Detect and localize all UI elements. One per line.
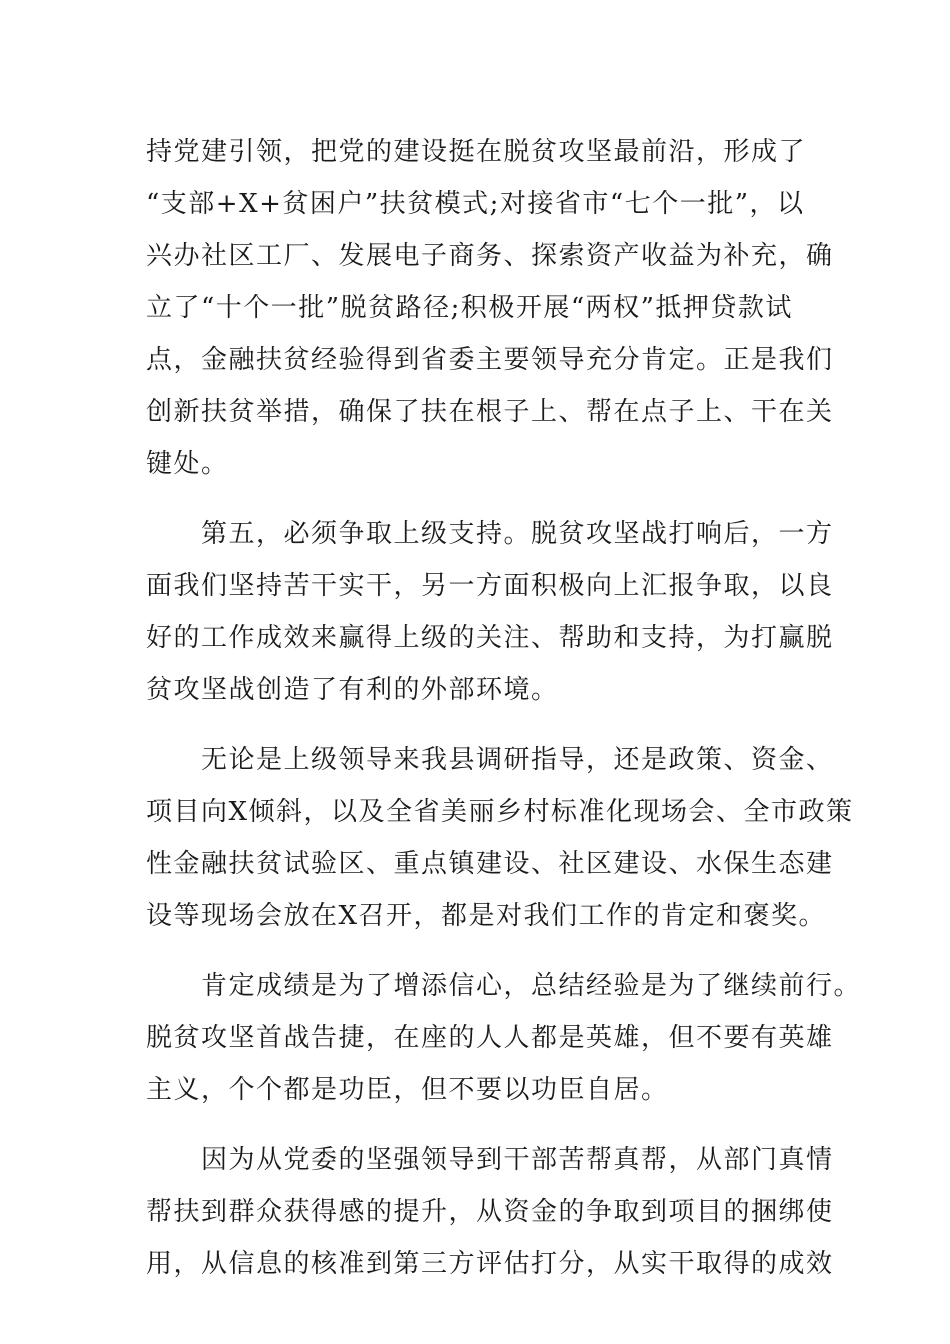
text-line: 贫攻坚战创造了有利的外部环境。 <box>146 675 559 705</box>
text-line: 第五，必须争取上级支持。脱贫攻坚战打响后，一方 <box>146 519 834 549</box>
document-body <box>146 126 862 1290</box>
text-line: 性金融扶贫试验区、重点镇建设、社区建设、水保生态建 <box>146 849 834 879</box>
text-line: 因为从党委的坚强领导到干部苦帮真帮，从部门真情 <box>146 1145 834 1175</box>
text-line: 键处。 <box>146 449 229 479</box>
text-line: 面我们坚持苦干实干，另一方面积极向上汇报争取，以良 <box>146 571 834 601</box>
text-line: 脱贫攻坚首战告捷，在座的人人都是英雄，但不要有英雄 <box>146 1023 834 1053</box>
text-line: 用，从信息的核准到第三方评估打分，从实干取得的成效 <box>146 1249 834 1279</box>
text-line: 好的工作成效来赢得上级的关注、帮助和支持，为打赢脱 <box>146 623 834 653</box>
text-line: 帮扶到群众获得感的提升，从资金的争取到项目的捆绑使 <box>146 1197 834 1227</box>
text-line: 无论是上级领导来我县调研指导，还是政策、资金、 <box>146 745 834 775</box>
paragraph <box>146 1134 834 1290</box>
text-line: 持党建引领，把党的建设挺在脱贫攻坚最前沿，形成了 <box>146 137 807 167</box>
text-line: 项目向X倾斜，以及全省美丽乡村标准化现场会、全市政策 <box>146 797 854 827</box>
paragraph <box>146 734 854 942</box>
text-line: 点，金融扶贫经验得到省委主要领导充分肯定。正是我们 <box>146 345 834 375</box>
paragraph <box>146 126 834 490</box>
text-line: “支部+X+贫困户”扶贫模式;对接省市“七个一批”，以 <box>146 189 805 219</box>
text-line: 主义，个个都是功臣，但不要以功臣自居。 <box>146 1075 669 1105</box>
text-line: 创新扶贫举措，确保了扶在根子上、帮在点子上、干在关 <box>146 397 834 427</box>
text-line: 兴办社区工厂、发展电子商务、探索资产收益为补充，确 <box>146 241 834 271</box>
paragraph <box>146 960 862 1116</box>
text-line: 立了“十个一批”脱贫路径;积极开展“两权”抵押贷款试 <box>146 293 793 323</box>
text-line: 肯定成绩是为了增添信心，总结经验是为了继续前行。 <box>146 971 862 1001</box>
paragraph <box>146 508 834 716</box>
text-line: 设等现场会放在X召开，都是对我们工作的肯定和褒奖。 <box>146 901 827 931</box>
